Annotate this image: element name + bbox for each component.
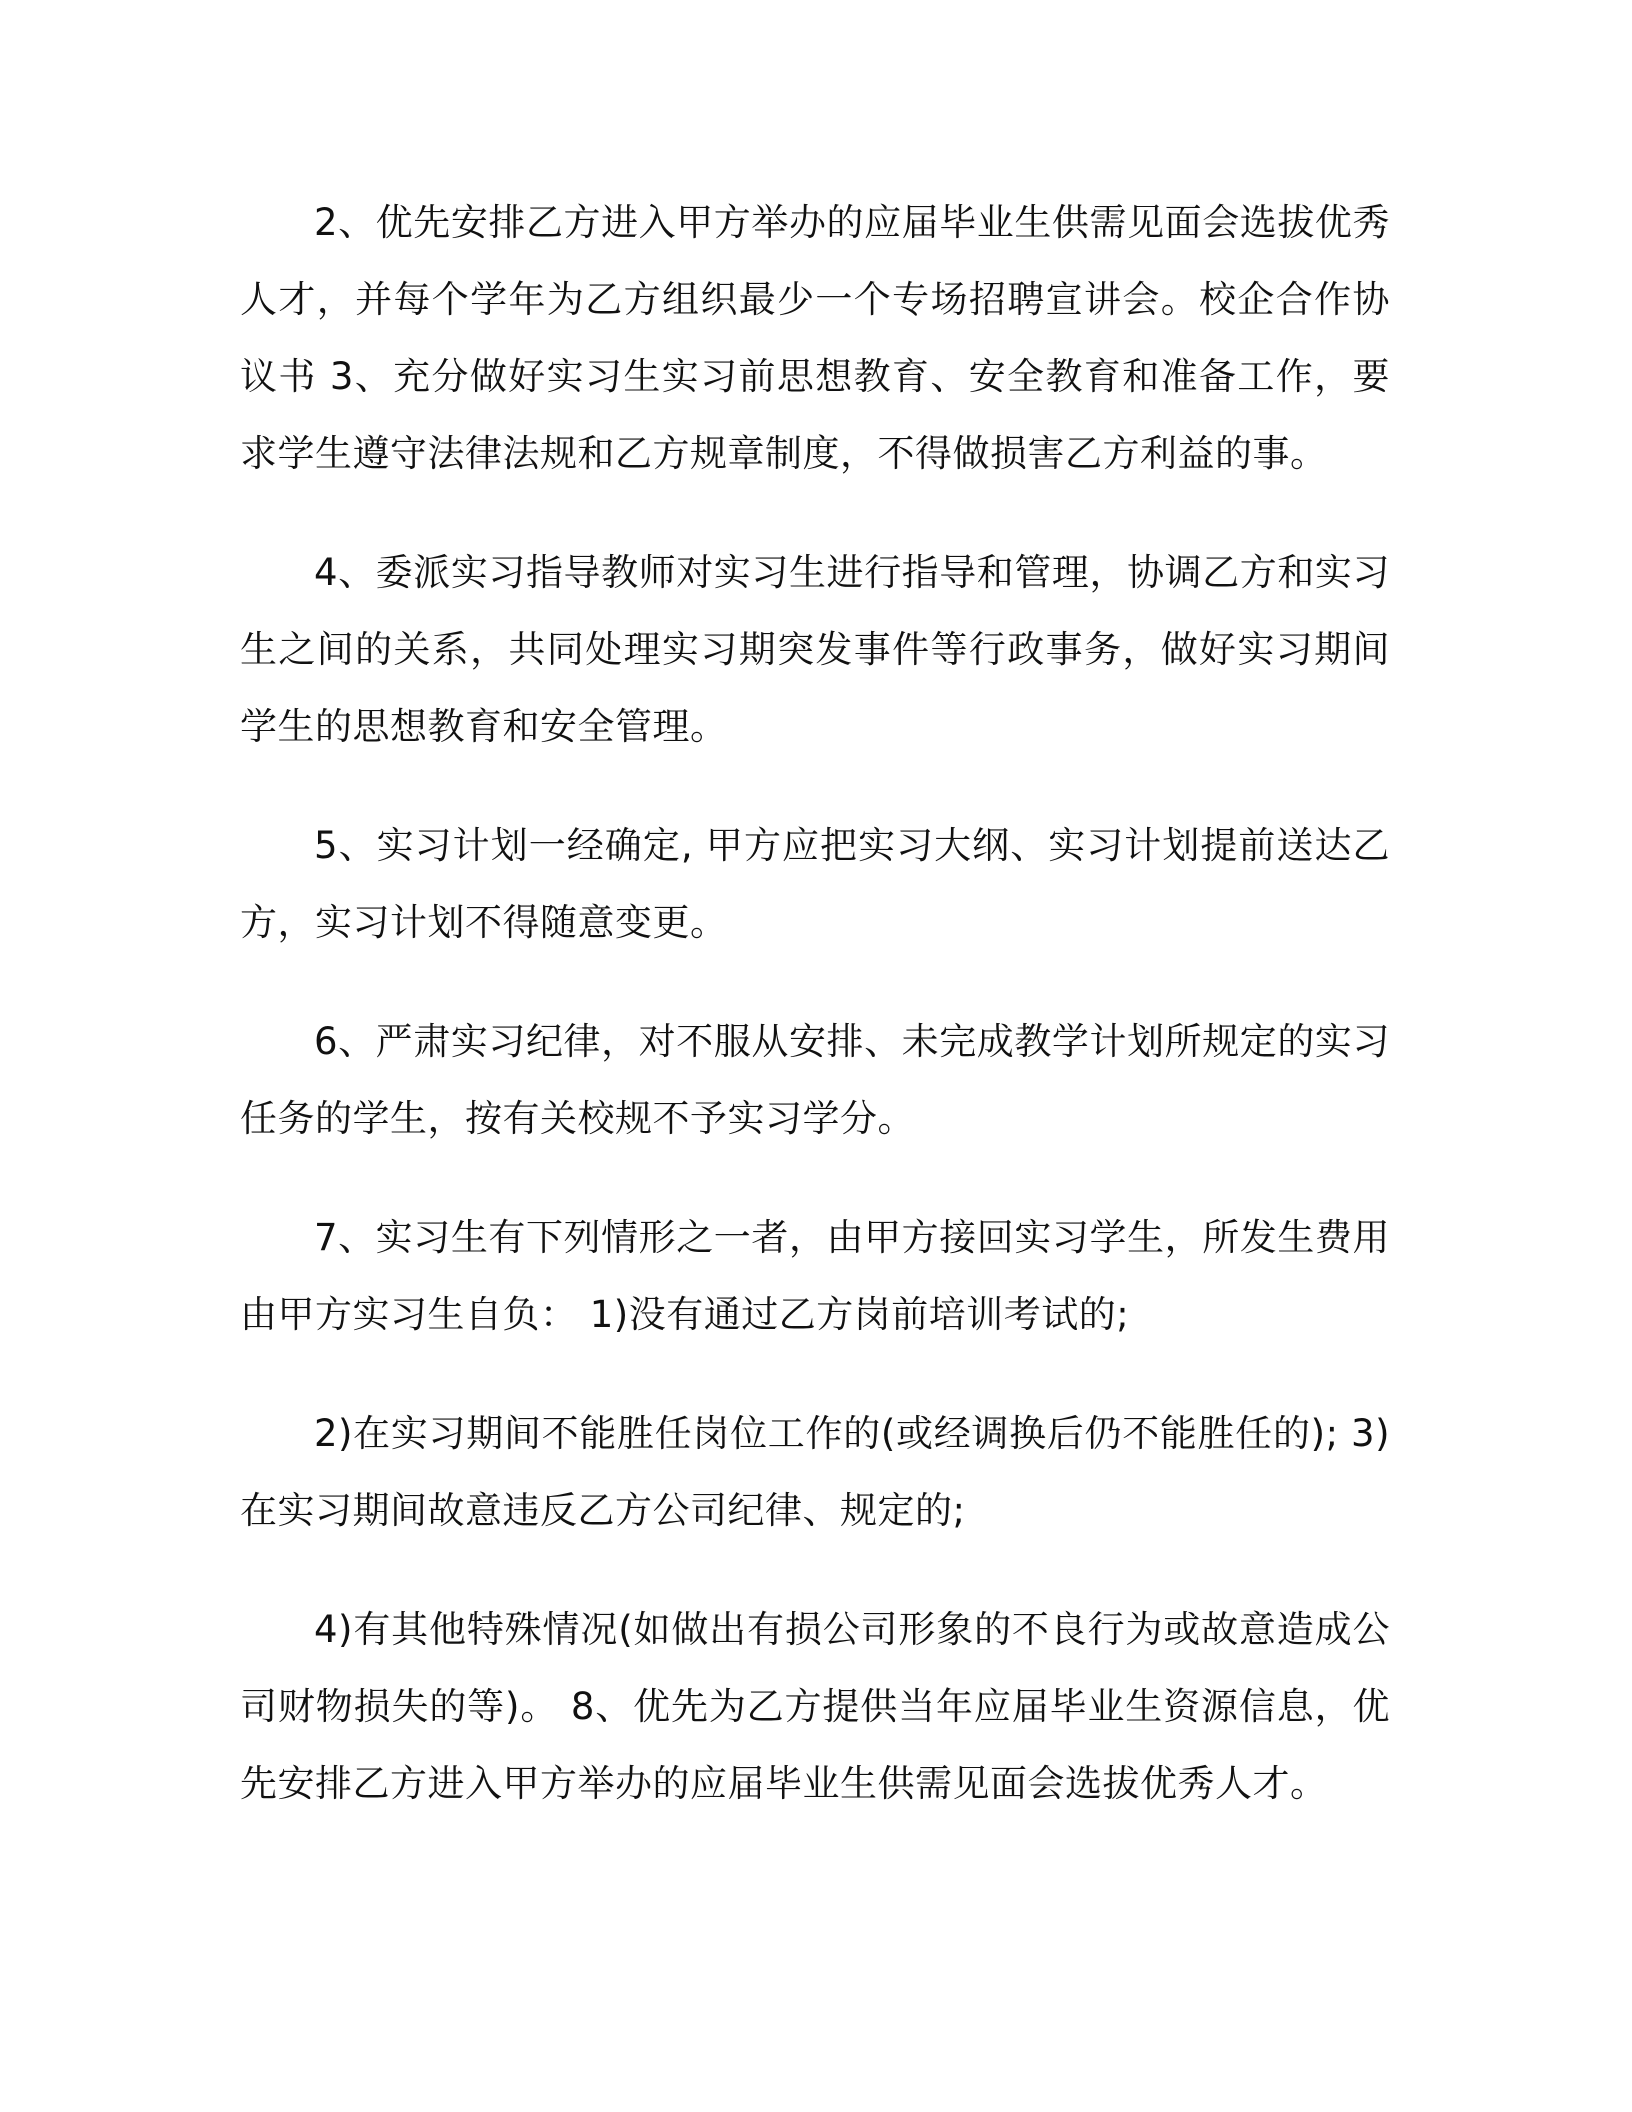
- paragraph-clause-4: 4、委派实习指导教师对实习生进行指导和管理，协调乙方和实习生之间的关系，共同处理实习期突发事件等行政事务，做好实习期间学生的思想教育和安全管理。: [240, 551, 1390, 748]
- paragraph-clause-7-item-4-and-8: 4)有其他特殊情况(如做出有损公司形象的不良行为或故意造成公司财物损失的等)。 8、优先为乙方提供当年应届毕业生资源信息，优先安排乙方进入甲方举办的应届毕业生供需见面会选拔优秀人才。: [240, 1608, 1390, 1805]
- paragraph-clause-2-3: 2、优先安排乙方进入甲方举办的应届毕业生供需见面会选拔优秀人才，并每个学年为乙方组织最少一个专场招聘宣讲会。校企合作协议书 3、充分做好实习生实习前思想教育、安全教育和准备工作，要求学生遵守法律法规和乙方规章制度，不得做损害乙方利益的事。: [240, 201, 1390, 475]
- paragraph-clause-7: 7、实习生有下列情形之一者，由甲方接回实习学生，所发生费用由甲方实习生自负： 1)没有通过乙方岗前培训考试的;: [240, 1216, 1390, 1336]
- paragraph-clause-6: 6、严肃实习纪律，对不服从安排、未完成教学计划所规定的实习任务的学生，按有关校规不予实习学分。: [240, 1020, 1390, 1140]
- paragraph-clause-5: 5、实习计划一经确定, 甲方应把实习大纲、实习计划提前送达乙方，实习计划不得随意变更。: [240, 824, 1390, 944]
- paragraph-clause-7-items-2-3: 2)在实习期间不能胜任岗位工作的(或经调换后仍不能胜任的); 3)在实习期间故意违反乙方公司纪律、规定的;: [240, 1412, 1390, 1532]
- document-body: [240, 184, 1390, 1864]
